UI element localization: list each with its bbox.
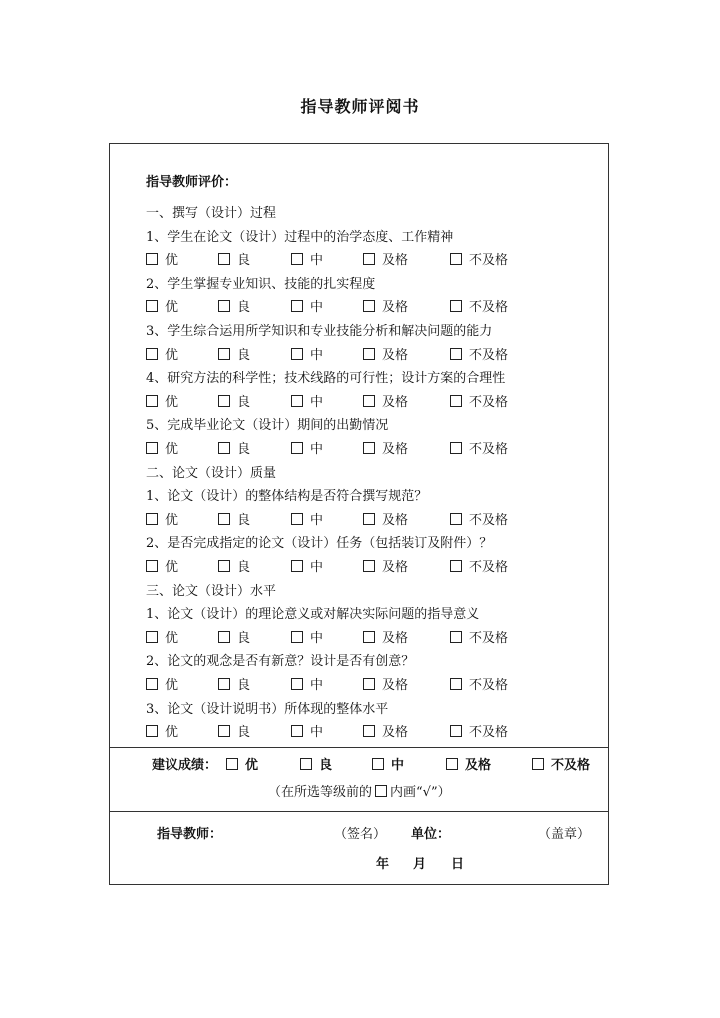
checkbox-icon[interactable] xyxy=(291,631,303,643)
grade-option[interactable] xyxy=(363,300,408,316)
grade-option-label: 良 xyxy=(237,512,251,528)
checkbox-icon[interactable] xyxy=(218,725,230,737)
grade-option-label: 中 xyxy=(310,560,324,575)
grade-option[interactable] xyxy=(146,678,178,694)
suggest-grade-label: 中 xyxy=(391,758,405,773)
grade-option-label: 不及格 xyxy=(469,394,509,410)
grade-option[interactable] xyxy=(291,395,323,411)
grade-option[interactable] xyxy=(218,442,250,458)
grade-option[interactable] xyxy=(291,513,323,529)
grade-option[interactable] xyxy=(146,395,178,411)
grade-option[interactable] xyxy=(450,442,508,458)
divider-sign xyxy=(110,811,608,812)
grade-option-label: 中 xyxy=(310,512,324,528)
grade-option-label: 优 xyxy=(165,725,179,741)
checkbox-icon[interactable] xyxy=(146,300,158,312)
grade-option[interactable] xyxy=(218,348,250,364)
checkbox-icon[interactable] xyxy=(218,678,230,690)
grade-option-label: 良 xyxy=(237,442,251,457)
checkbox-icon[interactable] xyxy=(291,300,303,312)
grade-option[interactable] xyxy=(363,395,408,411)
grade-option[interactable] xyxy=(146,560,178,576)
checkbox-icon[interactable] xyxy=(291,442,303,454)
checkbox-icon[interactable] xyxy=(146,725,158,737)
checkbox-icon[interactable] xyxy=(446,758,458,770)
grade-option-label: 良 xyxy=(237,560,251,575)
grade-option[interactable] xyxy=(146,725,178,741)
grade-option-label: 良 xyxy=(237,725,251,741)
grade-option-label: 及格 xyxy=(382,347,409,363)
grade-option[interactable] xyxy=(363,442,408,458)
checkbox-icon[interactable] xyxy=(450,253,462,265)
grade-option-label: 优 xyxy=(165,512,179,528)
grade-option-label: 优 xyxy=(165,442,179,457)
grade-option[interactable] xyxy=(363,253,408,269)
checkbox-icon[interactable] xyxy=(450,348,462,360)
grade-option[interactable] xyxy=(450,725,508,741)
divider-suggest xyxy=(110,747,608,748)
question-text: 2、是否完成指定的论文（设计）任务（包括装订及附件）？ xyxy=(146,536,493,552)
grade-option-label: 中 xyxy=(310,300,324,316)
checkbox-icon[interactable] xyxy=(532,758,544,770)
grade-option[interactable] xyxy=(218,560,250,576)
grade-option[interactable] xyxy=(450,678,508,694)
checkbox-icon[interactable] xyxy=(363,300,375,312)
grade-option[interactable] xyxy=(291,678,323,694)
checkbox-icon[interactable] xyxy=(450,678,462,690)
grade-option[interactable] xyxy=(450,348,508,364)
checkbox-icon xyxy=(375,785,387,797)
checkbox-icon[interactable] xyxy=(363,678,375,690)
checkbox-icon[interactable] xyxy=(450,395,462,407)
question-text: 1、论文（设计）的整体结构是否符合撰写规范？ xyxy=(146,489,428,505)
evaluation-form xyxy=(109,143,609,885)
page-title: 指导教师评阅书 xyxy=(300,97,420,116)
grade-option-label: 优 xyxy=(165,253,179,269)
checkbox-icon[interactable] xyxy=(146,253,158,265)
checkbox-icon[interactable] xyxy=(291,725,303,737)
teacher-label: 指导教师： xyxy=(157,827,223,842)
date-year: 年 xyxy=(376,857,390,872)
grade-option[interactable] xyxy=(218,253,250,269)
grade-option[interactable] xyxy=(146,300,178,316)
sign-hint: （签名） xyxy=(334,827,387,842)
checkbox-icon[interactable] xyxy=(450,300,462,312)
question-text: 2、学生掌握专业知识、技能的扎实程度 xyxy=(146,276,376,292)
question-text: 2、论文的观念是否有新意？设计是否有创意？ xyxy=(146,654,415,670)
question-text: 1、学生在论文（设计）过程中的治学态度、工作精神 xyxy=(146,229,454,245)
checkbox-icon[interactable] xyxy=(218,395,230,407)
suggest-grade-option[interactable] xyxy=(372,758,404,774)
grade-option[interactable] xyxy=(146,631,178,647)
checkbox-icon[interactable] xyxy=(226,758,238,770)
grade-option-label: 及格 xyxy=(382,512,409,528)
grade-option-label: 优 xyxy=(165,347,179,363)
checkbox-icon[interactable] xyxy=(363,395,375,407)
grade-option-label: 不及格 xyxy=(469,512,509,528)
question-text: 4、研究方法的科学性；技术线路的可行性；设计方案的合理性 xyxy=(146,371,506,387)
checkbox-icon[interactable] xyxy=(450,513,462,525)
grade-option-label: 及格 xyxy=(382,725,409,741)
section-heading: 三、论文（设计）水平 xyxy=(146,583,277,599)
grade-option-label: 优 xyxy=(165,300,179,316)
grade-option-label: 不及格 xyxy=(469,560,509,575)
checkbox-icon[interactable] xyxy=(363,631,375,643)
evaluation-label: 指导教师评价： xyxy=(146,175,238,190)
grade-option-label: 良 xyxy=(237,678,251,693)
grade-option-label: 良 xyxy=(237,253,251,269)
checkbox-icon[interactable] xyxy=(218,631,230,643)
grade-option-label: 及格 xyxy=(382,300,409,316)
grade-option-label: 中 xyxy=(310,253,324,269)
checkbox-icon[interactable] xyxy=(363,513,375,525)
grade-option-label: 及格 xyxy=(382,678,409,693)
grade-option-label: 及格 xyxy=(382,253,409,269)
grade-option-label: 不及格 xyxy=(469,678,509,693)
grade-option[interactable] xyxy=(450,395,508,411)
checkbox-icon[interactable] xyxy=(218,300,230,312)
suggest-note xyxy=(268,785,451,801)
grade-option-label: 中 xyxy=(310,630,324,646)
grade-option-label: 不及格 xyxy=(469,300,509,316)
checkbox-icon[interactable] xyxy=(291,348,303,360)
grade-option-label: 不及格 xyxy=(469,725,509,741)
grade-option-label: 中 xyxy=(310,347,324,363)
checkbox-icon[interactable] xyxy=(450,442,462,454)
seal-hint: （盖章） xyxy=(538,827,591,842)
grade-option[interactable] xyxy=(218,725,250,741)
checkbox-icon[interactable] xyxy=(291,395,303,407)
grade-option[interactable] xyxy=(146,513,178,529)
grade-option[interactable] xyxy=(363,513,408,529)
grade-option-label: 良 xyxy=(237,347,251,363)
grade-option-label: 良 xyxy=(237,394,251,410)
grade-option[interactable] xyxy=(363,678,408,694)
grade-option-label: 优 xyxy=(165,560,179,575)
checkbox-icon[interactable] xyxy=(450,631,462,643)
grade-option-label: 良 xyxy=(237,300,251,316)
grade-option-label: 不及格 xyxy=(469,442,509,457)
checkbox-icon[interactable] xyxy=(146,560,158,572)
suggest-grade-label: 不及格 xyxy=(551,758,591,773)
checkbox-icon[interactable] xyxy=(218,348,230,360)
grade-option-label: 中 xyxy=(310,725,324,741)
grade-option[interactable] xyxy=(146,348,178,364)
checkbox-icon[interactable] xyxy=(146,678,158,690)
checkbox-icon[interactable] xyxy=(291,560,303,572)
grade-option[interactable] xyxy=(291,560,323,576)
checkbox-icon[interactable] xyxy=(363,348,375,360)
grade-option-label: 不及格 xyxy=(469,630,509,646)
checkbox-icon[interactable] xyxy=(300,758,312,770)
grade-option-label: 及格 xyxy=(382,560,409,575)
grade-option-label: 不及格 xyxy=(469,347,509,363)
grade-option[interactable] xyxy=(363,631,408,647)
checkbox-icon[interactable] xyxy=(291,513,303,525)
grade-option-label: 及格 xyxy=(382,442,409,457)
grade-option-label: 及格 xyxy=(382,394,409,410)
grade-option-label: 中 xyxy=(310,394,324,410)
grade-option[interactable] xyxy=(218,300,250,316)
suggest-grade-option[interactable] xyxy=(300,758,332,774)
suggest-grade-option[interactable] xyxy=(226,758,258,774)
grade-option[interactable] xyxy=(450,253,508,269)
checkbox-icon[interactable] xyxy=(291,253,303,265)
checkbox-icon[interactable] xyxy=(372,758,384,770)
grade-option-label: 优 xyxy=(165,394,179,410)
grade-option[interactable] xyxy=(218,513,250,529)
suggest-grade-label: 优 xyxy=(245,758,259,773)
grade-option[interactable] xyxy=(218,678,250,694)
checkbox-icon[interactable] xyxy=(291,678,303,690)
suggest-grade-option[interactable] xyxy=(532,758,590,774)
checkbox-icon[interactable] xyxy=(146,513,158,525)
grade-option-label: 中 xyxy=(310,678,324,693)
checkbox-icon[interactable] xyxy=(363,253,375,265)
question-text: 1、论文（设计）的理论意义或对解决实际问题的指导意义 xyxy=(146,607,480,623)
checkbox-icon[interactable] xyxy=(450,560,462,572)
checkbox-icon[interactable] xyxy=(146,631,158,643)
grade-option[interactable] xyxy=(291,725,323,741)
grade-option[interactable] xyxy=(218,395,250,411)
checkbox-icon[interactable] xyxy=(363,725,375,737)
grade-option[interactable] xyxy=(363,725,408,741)
suggest-grade-label: 良 xyxy=(319,758,333,773)
suggest-note-before: （在所选等级前的 xyxy=(268,785,373,800)
checkbox-icon[interactable] xyxy=(218,253,230,265)
checkbox-icon[interactable] xyxy=(146,395,158,407)
grade-option[interactable] xyxy=(363,560,408,576)
suggest-grade-label: 及格 xyxy=(465,758,492,773)
grade-option[interactable] xyxy=(146,253,178,269)
checkbox-icon[interactable] xyxy=(363,442,375,454)
grade-option[interactable] xyxy=(291,253,323,269)
grade-option-label: 及格 xyxy=(382,630,409,646)
grade-option[interactable] xyxy=(291,300,323,316)
grade-option[interactable] xyxy=(450,560,508,576)
checkbox-icon[interactable] xyxy=(363,560,375,572)
suggest-note-after: 内画“√”） xyxy=(390,785,451,800)
question-text: 3、论文（设计说明书）所体现的整体水平 xyxy=(146,701,389,717)
suggest-label: 建议成绩： xyxy=(152,758,218,773)
checkbox-icon[interactable] xyxy=(218,442,230,454)
question-text: 5、完成毕业论文（设计）期间的出勤情况 xyxy=(146,418,389,434)
question-text: 3、学生综合运用所学知识和专业技能分析和解决问题的能力 xyxy=(146,324,493,339)
grade-option[interactable] xyxy=(363,348,408,364)
section-heading: 一、撰写（设计）过程 xyxy=(146,206,277,221)
unit-label: 单位： xyxy=(411,827,451,842)
grade-option[interactable] xyxy=(291,348,323,364)
date-month: 月 xyxy=(413,857,427,872)
checkbox-icon[interactable] xyxy=(218,513,230,525)
grade-option[interactable] xyxy=(450,631,508,647)
grade-option[interactable] xyxy=(218,631,250,647)
grade-option-label: 良 xyxy=(237,630,251,646)
grade-option-label: 优 xyxy=(165,630,179,646)
grade-option-label: 不及格 xyxy=(469,253,509,269)
checkbox-icon[interactable] xyxy=(146,348,158,360)
grade-option[interactable] xyxy=(291,631,323,647)
grade-option-label: 中 xyxy=(310,442,324,457)
suggest-grade-option[interactable] xyxy=(446,758,491,774)
grade-option[interactable] xyxy=(291,442,323,458)
date-day: 日 xyxy=(451,857,465,872)
checkbox-icon[interactable] xyxy=(146,442,158,454)
grade-option[interactable] xyxy=(146,442,178,458)
section-heading: 二、论文（设计）质量 xyxy=(146,465,277,481)
checkbox-icon[interactable] xyxy=(218,560,230,572)
grade-option[interactable] xyxy=(450,300,508,316)
grade-option[interactable] xyxy=(450,513,508,529)
checkbox-icon[interactable] xyxy=(450,725,462,737)
grade-option-label: 优 xyxy=(165,678,179,693)
